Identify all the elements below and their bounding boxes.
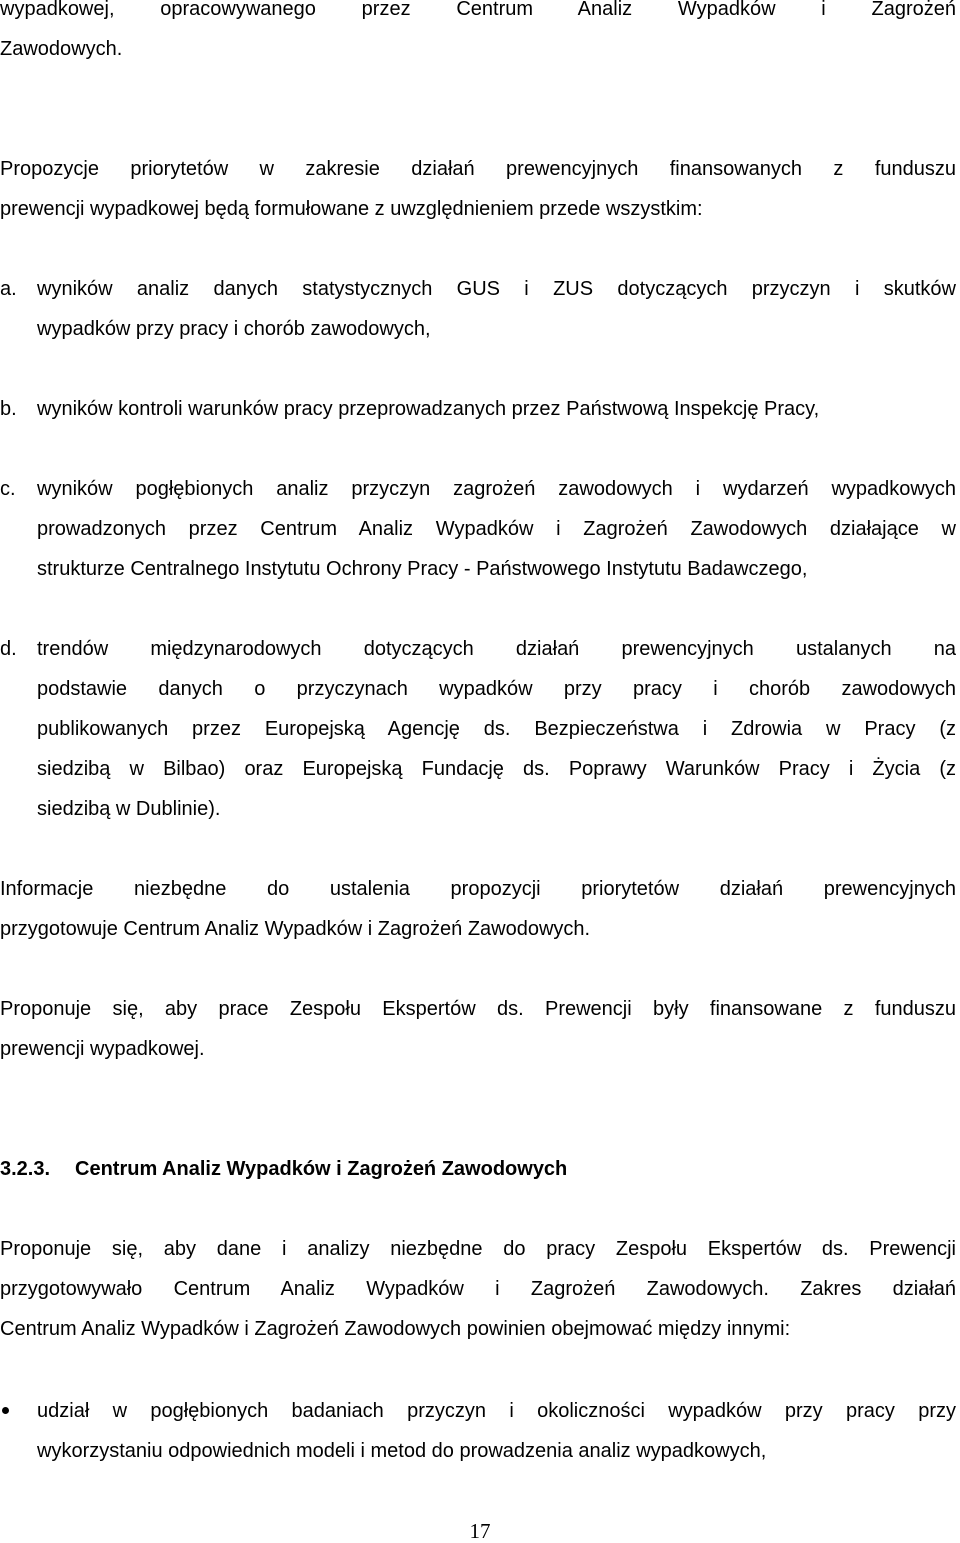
list-item-line: siedzibą w Dublinie). [37,798,221,820]
para2-line-1: Informacje niezbędne do ustalenia propozycji priorytetów działań prewencyjnych [0,878,956,900]
list-item-line: trendów międzynarodowych dotyczących działań prewencyjnych ustalanych na [37,638,956,660]
para3-line-2: prewencji wypadkowej. [0,1038,205,1060]
bullet-item-line: wykorzystaniu odpowiednich modeli i metod do prowadzenia analiz wypadkowych, [37,1440,767,1462]
para3-line-1: Proponuje się, aby prace Zespołu Ekspertów ds. Prewencji były finansowane z funduszu [0,998,956,1020]
list-marker: a. [0,278,17,300]
list-item-line: wypadków przy pracy i chorób zawodowych, [37,318,431,340]
list-item-line: podstawie danych o przyczynach wypadków przy pracy i chorób zawodowych [37,678,956,700]
list-item-line: publikowanych przez Europejską Agencję ds. Bezpieczeństwa i Zdrowia w Pracy (z [37,718,956,740]
list-item-line: strukturze Centralnego Instytutu Ochrony Pracy - Państwowego Instytutu Badawczego, [37,558,808,580]
list-marker: d. [0,638,17,660]
section-number: 3.2.3. [0,1158,51,1180]
para1-line-1: Propozycje priorytetów w zakresie działań prewencyjnych finansowanych z funduszu [0,158,956,180]
intro-line-2: Zawodowych. [0,38,123,60]
list-item-line: prowadzonych przez Centrum Analiz Wypadków i Zagrożeń Zawodowych działające w [37,518,956,540]
list-item-line: wyników pogłębionych analiz przyczyn zagrożeń zawodowych i wydarzeń wypadkowych [37,478,956,500]
para4-line-1: Proponuje się, aby dane i analizy niezbędne do pracy Zespołu Ekspertów ds. Prewencji [0,1238,956,1260]
bullet-item-line: udział w pogłębionych badaniach przyczyn i okoliczności wypadków przy pracy przy [37,1400,956,1422]
page-number: 17 [469,1519,491,1543]
para4-line-2: przygotowywało Centrum Analiz Wypadków i Zagrożeń Zawodowych. Zakres działań [0,1278,956,1300]
para4-line-3: Centrum Analiz Wypadków i Zagrożeń Zawodowych powinien obejmować między innymi: [0,1318,791,1340]
list-marker: b. [0,398,17,420]
bullet-icon [2,1407,9,1414]
list-item-line: siedzibą w Bilbao) oraz Europejską Fundację ds. Poprawy Warunków Pracy i Życia (z [37,758,956,780]
list-marker: c. [0,478,16,500]
para2-line-2: przygotowuje Centrum Analiz Wypadków i Zagrożeń Zawodowych. [0,918,591,940]
list-item-line: wyników kontroli warunków pracy przeprowadzanych przez Państwową Inspekcję Pracy, [37,398,820,420]
para1-line-2: prewencji wypadkowej będą formułowane z uwzględnieniem przede wszystkim: [0,198,703,220]
intro-line-1: wypadkowej, opracowywanego przez Centrum Analiz Wypadków i Zagrożeń [0,0,956,20]
section-title: Centrum Analiz Wypadków i Zagrożeń Zawodowych [75,1158,568,1180]
list-item-line: wyników analiz danych statystycznych GUS i ZUS dotyczących przyczyn i skutków [37,278,956,300]
